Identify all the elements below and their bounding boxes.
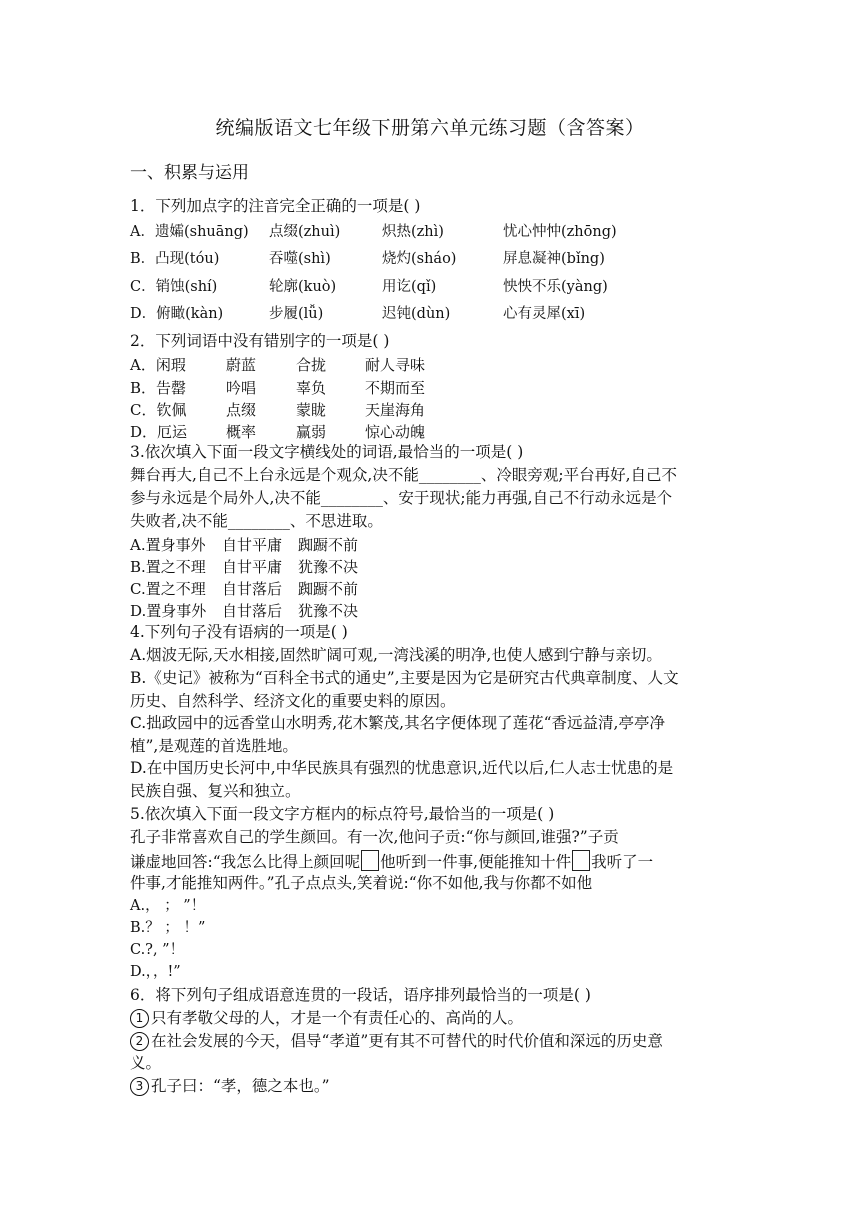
circled-number: 1 [130,1009,149,1028]
question-4-option-line: A.烟波无际,天水相接,固然旷阔可观,一湾浅溪的明净,也使人感到宁静与亲切。 [130,646,662,664]
question-4-option-line: D.在中国历史长河中,中华民族具有强烈的忧患意识,近代以后,仁人志士忧患的是 [130,759,674,777]
question-3-stem: 3.依次填入下面一段文字横线处的词语,最恰当的一项是( ) [130,443,524,461]
question-4-option-line: 植”,是观莲的首选胜地。 [130,737,298,755]
question-1-stem: 1．下列加点字的注音完全正确的一项是( ) [130,197,421,215]
page-title: 统编版语文七年级下册第六单元练习题（含答案） [215,117,645,139]
question-5-stem: 5.依次填入下面一段文字方框内的标点符号,最恰当的一项是( ) [130,805,555,823]
question-4-option-line: B.《史记》被称为“百科全书式的通史”,主要是因为它是研究古代典章制度、人文 [130,669,679,687]
punctuation-box [361,850,379,871]
question-5-option-d[interactable]: D.，，!” [130,964,181,980]
circled-number: 3 [130,1077,149,1096]
question-3-paragraph-line: 参与永远是个局外人,决不能________、安于现状;能力再强,自己不行动永远是个 [130,489,673,507]
question-3-paragraph-line: 失败者,决不能________、不思进取。 [130,512,383,530]
question-6-stem: 6．将下列句子组成语意连贯的一段话，语序排列最恰当的一项是( ) [130,986,591,1004]
section-heading: 一、积累与运用 [130,163,249,183]
question-5-paragraph-line: 谦虚地回答:“我怎么比得上颜回呢 他听到一件事,便能推知十件 我听了一 [130,850,653,872]
question-6-item: 3 孔子曰：“孝，德之本也。” [130,1076,330,1096]
question-4-option-line: 民族自强、复兴和独立。 [130,782,301,800]
question-5-option-b[interactable]: B.？ ； ！” [130,920,206,936]
question-4-option-line: C.拙政园中的远香堂山水明秀,花木繁茂,其名字便体现了莲花“香远益清,亭亭净 [130,714,665,732]
question-6-item: 1 只有孝敬父母的人，才是一个有责任心的、高尚的人。 [130,1008,523,1028]
question-5-paragraph-line: 件事,才能推知两件。”孔子点点头,笑着说:“你不如他,我与你都不如他 [130,874,593,892]
question-5-paragraph-line: 孔子非常喜欢自己的学生颜回。有一次,他问子贡:“你与颜回,谁强?”子贡 [130,828,619,846]
punctuation-box [572,850,590,871]
question-5-option-c[interactable]: C.?, ”！ [130,942,185,958]
question-3-paragraph-line: 舞台再大,自己不上台永远是个观众,决不能________、冷眼旁观;平台再好,自己不 [130,466,678,484]
question-2-stem: 2．下列词语中没有错别字的一项是( ) [130,332,390,350]
question-4-option-line: 历史、自然科学、经济文化的重要史料的原因。 [130,692,456,710]
question-6-item: 2 在社会发展的今天，倡导“孝道”更有其不可替代的时代价值和深远的历史意 [130,1031,663,1051]
question-4-stem: 4.下列句子没有语病的一项是( ) [130,623,348,641]
circled-number: 2 [130,1032,149,1051]
worksheet-page: 统编版语文七年级下册第六单元练习题（含答案） 一、积累与运用 1．下列加点字的注音完全正确的一项是( ) A．遗孀(shuāng) 点缀(zhuì) 炽热(zhì) 忧心忡忡(zhōng) B．凸现(tóu) 吞噬(shì) 烧灼(sháo) 屏息凝神(bǐng) C．销蚀(shí) 轮廓(kuò) 用讫(qǐ) 怏怏不乐(yàng) D．俯瞰(kàn) 步履(lǚ) 迟钝(dùn) 心有灵犀(xī) 2．下列词语中没有错别字的一项是( ) A．闲瑕 蔚蓝 合拢 耐人寻味 B．告罄 吟唱 辜负 不期而至 C．钦佩 点缀 蒙眬 天崖海角 D．厄运 概率 赢弱 惊心动魄 3.依次填入下面一段文字横线处的词语,最恰当的一项是( ) 舞台再大,自己不上台永远是个观众,决不能________、冷眼旁观;平台再好,自己不 参与永远是个局外人,决不能________、安于现状;能力再强,自己不行动永远是个 失败者,决不能________、不思进取。 A.置身事外 自甘平庸 踟蹰不前 B.置之不理 自甘平庸 犹豫不决 C.置之不理 自甘落后 踟蹰不前 D.置身事外 自甘落后 犹豫不决 4.下列句子没有语病的一项是( ) A.烟波无际,天水相接,固然旷阔可观,一湾浅溪的明净,也使人感到宁静与亲切。 B.《史记》被称为“百科全书式的通史”,主要是因为它是研究古代典章制度、人文 历史、自然科学、经济文化的重要史料的原因。 C.拙政园中的远香堂山水明秀,花木繁茂,其名字便体现了莲花“香远益清,亭亭净 植”,是观莲的首选胜地。 D.在中国历史长河中,中华民族具有强烈的忧患意识,近代以后,仁人志士忧患的是 民族自强、复兴和独立。 5.依次填入下面一段文字方框内的标点符号,最恰当的一项是( ) 孔子非常喜欢自己的学生颜回。有一次,他问子贡:“你与颜回,谁强?”子贡 谦虚地回答:“我怎么比得上颜回呢 他听到一件事,便能推知十件 我听了一 件事,才能推知两件。”孔子点点头,笑着说:“你不如他,我与你都不如他 A.， ； ”！ B.？ ； ！” C.?, ”！ D.，，!” 6．将下列句子组成语意连贯的一段话，语序排列最恰当的一项是( ) 1 只有孝敬父母的人，才是一个有责任心的、高尚的人。 2 在社会发展的今天，倡导“孝道”更有其不可替代的时代价值和深远的历史意 义。 3 孔子曰：“孝，德之本也。” [0,0,860,1216]
question-6-item-continued: 义。 [130,1054,162,1072]
question-5-option-a[interactable]: A.， ； ”！ [130,898,206,914]
